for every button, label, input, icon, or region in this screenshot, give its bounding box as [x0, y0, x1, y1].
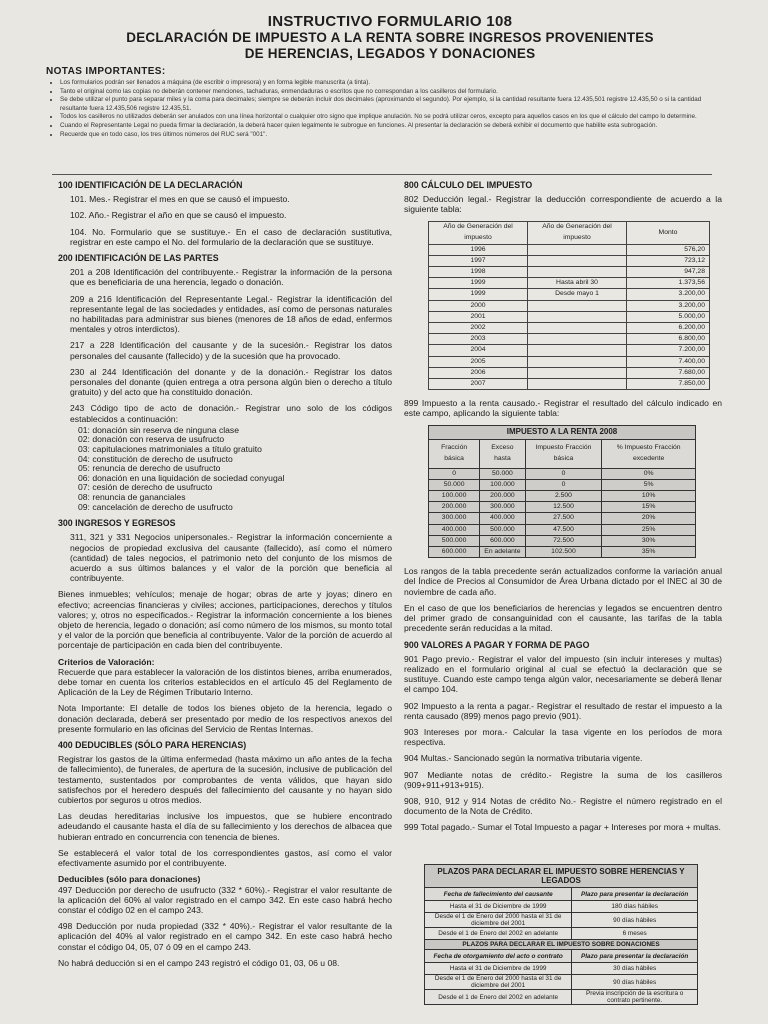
table-row — [425, 975, 698, 990]
column-header: Año de Generación del impuesto — [429, 221, 528, 244]
donation-codes-list — [78, 426, 392, 512]
table-cell: 3.200,00 — [627, 289, 710, 300]
field-201: 201 a 208 Identificación del contribuyente.- Registrar la información de la persona que es beneficiaria de una herencia, legado o donación. — [70, 267, 392, 288]
table-cell: 1999 — [429, 289, 528, 300]
table-cell: 20% — [602, 513, 696, 524]
title-line-1: INSTRUCTIVO FORMULARIO 108 — [267, 13, 513, 30]
divider — [52, 174, 712, 175]
deadlines-caption: PLAZOS PARA DECLARAR EL IMPUESTO SOBRE HERENCIAS Y LEGADOS — [425, 865, 698, 888]
table-cell: 2007 — [429, 379, 528, 390]
table-row — [425, 963, 698, 975]
table-row — [429, 255, 710, 266]
field-209: 209 a 216 Identificación del Representante Legal.- Registrar la identificación del representante legal de las sociedades y entidades, así como de personas naturales no habilitadas para administrar sus bienes (menores de 18 años de edad, enfermos mentales y otros interdictos). — [70, 293, 392, 335]
deductibles-paragraph-2: Las deudas hereditarias inclusive los impuestos, que se hubiere encontrado adeudando el causante hasta el día de su fallecimiento y los derechos de albacea que hubieran entrado en concurrencia con tenencia de bienes. — [58, 811, 392, 842]
table-cell — [528, 300, 627, 311]
field-243: 243 Código tipo de acto de donación.- Registrar uno solo de los códigos establecidos a continuación: — [70, 403, 392, 424]
table-cell — [528, 367, 627, 378]
code-item: 01: donación sin reserva de ninguna clase — [78, 424, 240, 435]
table-row — [429, 367, 710, 378]
field-311: 311, 321 y 331 Negocios unipersonales.- Registrar la información concerniente a negocios de propiedad exclusiva del causante (fallecido), así como el número (cantidad) de tales negocios, el patrimonio neto del conjunto de los mismos de acuerdo a sus últimos balances y el valor de la porción que beneficia al contribuyente. — [70, 532, 392, 584]
section-800-heading: 800 CÁLCULO DEL IMPUESTO — [404, 180, 533, 190]
note-item: • Recuerde que en todo caso, los tres últimos números del RUC será "001". — [60, 131, 706, 140]
table-cell: 50.000 — [480, 468, 525, 479]
field-904: 904 Multas.- Sancionado según la normativa tributaria vigente. — [404, 753, 643, 764]
code-item: 06: donación en una liquidación de sociedad conyugal — [78, 472, 285, 483]
table-cell: 0 — [525, 479, 602, 490]
income-tax-table — [428, 425, 696, 559]
field-104: 104. No. Formulario que se sustituye.- En el caso de declaración sustitutiva, registrar en este campo el No. del formulario de la declaración que se sustituye. — [70, 226, 392, 247]
table-row — [429, 491, 696, 502]
table-cell: 2003 — [429, 334, 528, 345]
field-498: 498 Deducción por nuda propiedad (332 * 40%).- Registrar el valor resultante de la aplicación del 40% al valor registrado en el campo 342. En este caso habrá hecho constar el código 04, 05, 07 ó 09 en el campo 243. — [58, 921, 392, 952]
table-cell: 100.000 — [429, 491, 480, 502]
column-header: Fecha de fallecimiento del causante — [425, 888, 572, 901]
beneficiaries-paragraph: En el caso de que los beneficiarios de herencias y legados se encuentren dentro del primer grado de consanguinidad con el causante, las tarifas de la tabla precedente serán reducidas a la mitad. — [404, 602, 722, 634]
field-903: 903 Intereses por mora.- Calcular la tasa vigente en los períodos de mora respectiva. — [404, 726, 722, 748]
note-item: • Se debe utilizar el punto para separar miles y la coma para decimales; siempre se deberán incluir dos decimales (aproximando el segundo). Por ejemplo, si la cantidad resultante fuera 12.435,501 registre 12.435,50 o si la cantidad resultante fuera 12.435,506 registre 12.435,51. — [60, 96, 706, 113]
table-cell: 25% — [602, 524, 696, 535]
table-cell: 12.500 — [525, 502, 602, 513]
legal-deduction-table — [428, 221, 710, 391]
table-cell: 7.680,00 — [627, 367, 710, 378]
table-cell: Hasta el 31 de Diciembre de 1999 — [425, 963, 572, 975]
table-cell: 5.000,00 — [627, 311, 710, 322]
table-cell: 1.373,56 — [627, 278, 710, 289]
field-230: 230 al 244 Identificación del donante y de la donación.- Registrar los datos personales del donante (quien entrega a otra persona algún bien o derecho a título gratuito) y del acto que ha constituido donación. — [70, 366, 392, 398]
note-item: • Los formularios podrán ser llenados a máquina (de escribir o impresora) y en forma legible manuscrita (a tinta). — [60, 79, 706, 88]
final-note: No habrá deducción si en el campo 243 registró el código 01, 03, 06 u 08. — [58, 957, 340, 968]
table-cell: Previa inscripción de la escritura o contrato pertinente. — [572, 990, 698, 1005]
table-cell: 90 días hábiles — [572, 975, 698, 990]
table-cell: 50.000 — [429, 479, 480, 490]
left-column — [58, 180, 392, 974]
table-cell: Desde el 1 de Enero del 2000 hasta el 31 de diciembre del 2001 — [425, 975, 572, 990]
table-cell: 7.400,00 — [627, 356, 710, 367]
table-cell — [528, 345, 627, 356]
field-902: 902 Impuesto a la renta a pagar.- Registrar el resultado de restar el impuesto a la renta causado (899) menos pago previo (901). — [404, 700, 722, 721]
table-cell: 47.500 — [525, 524, 602, 535]
title-line-2: DECLARACIÓN DE IMPUESTO A LA RENTA SOBRE INGRESOS PROVENIENTES — [126, 30, 654, 45]
section-200-heading: 200 IDENTIFICACIÓN DE LAS PARTES — [58, 253, 219, 264]
field-899: 899 Impuesto a la renta causado.- Registrar el resultado del cálculo indicado en este campo, aplicando la siguiente tabla: — [404, 398, 722, 419]
table-cell: 27.500 — [525, 513, 602, 524]
title-line-3: DE HERENCIAS, LEGADOS Y DONACIONES — [244, 46, 536, 61]
table-cell — [528, 323, 627, 334]
table-row — [429, 289, 710, 300]
code-item: 07: cesión de derecho de usufructo — [78, 482, 213, 493]
table-cell: 10% — [602, 491, 696, 502]
table-cell: Hasta el 31 de Diciembre de 1999 — [425, 901, 572, 913]
table-cell — [528, 255, 627, 266]
table-cell: 7.200,00 — [627, 345, 710, 356]
table-cell: 5% — [602, 479, 696, 490]
table-cell: 400.000 — [480, 513, 525, 524]
table-row — [429, 267, 710, 278]
table-cell: Desde el 1 de Enero del 2000 hasta el 31 de diciembre del 2001 — [425, 913, 572, 928]
note-item: • Tanto el original como las copias no deberán contener menciones, tachaduras, enmendaduras o escritos que no correspondan a los casilleros del formulario. — [60, 88, 706, 97]
code-item: 05: renuncia de derecho de usufructo — [78, 463, 221, 474]
note-item: • Todos los casilleros no utilizados deberán ser anulados con una línea horizontal o cualquier otro signo que implique anulación. No se podrá utilizar ceros, excepto para aquellos casos en los que el cálculo del campo lo determine. — [60, 113, 706, 122]
column-header: Plazo para presentar la declaración — [572, 888, 698, 901]
table-cell: 2000 — [429, 300, 528, 311]
important-notes — [46, 66, 706, 139]
donations-deadlines-heading: PLAZOS PARA DECLARAR EL IMPUESTO SOBRE DONACIONES — [425, 940, 698, 950]
table-cell: 30% — [602, 535, 696, 546]
table-cell: 500.000 — [429, 535, 480, 546]
field-802: 802 Deducción legal.- Registrar la deducción correspondiente de acuerdo a la siguiente tabla: — [404, 194, 722, 215]
table-row — [429, 334, 710, 345]
table-cell — [528, 356, 627, 367]
field-907: 907 Mediante notas de crédito.- Registre la suma de los casilleros (909+911+913+915). — [404, 769, 722, 790]
code-item: 09: cancelación de derecho de usufructo — [78, 501, 233, 512]
table-cell: 100.000 — [480, 479, 525, 490]
table-cell: 35% — [602, 547, 696, 558]
table-cell: 2.500 — [525, 491, 602, 502]
table-row — [429, 535, 696, 546]
table-row — [429, 356, 710, 367]
table-row — [425, 928, 698, 940]
table-cell: Desde el 1 de Enero del 2002 en adelante — [425, 928, 572, 940]
table-cell: 72.500 — [525, 535, 602, 546]
table-cell: En adelante — [480, 547, 525, 558]
table-cell: 600.000 — [480, 535, 525, 546]
table-cell — [528, 267, 627, 278]
table-row — [429, 547, 696, 558]
field-999: 999 Total pagado.- Sumar el Total Impuesto a pagar + Intereses por mora + multas. — [404, 822, 721, 833]
code-item: 02: donación con reserva de usufructo — [78, 434, 225, 445]
table-cell: 180 días hábiles — [572, 901, 698, 913]
valuation-heading: Criterios de Valoración: — [58, 656, 155, 667]
table-cell: Hasta abril 30 — [528, 278, 627, 289]
table-cell: 102.500 — [525, 547, 602, 558]
table-cell: 947,28 — [627, 267, 710, 278]
table-row — [429, 513, 696, 524]
table-row — [429, 502, 696, 513]
valuation-paragraph: Recuerde que para establecer la valoración de los distintos bienes, arriba enumerados, debe tomar en cuenta los criterios establecidos en el artículo 45 del Reglamento de Aplicación de la Ley de Régimen Tributario Interno. — [58, 666, 392, 698]
table-row — [429, 468, 696, 479]
field-217: 217 a 228 Identificación del causante y de la sucesión.- Registrar los datos personales del causante (fallecido) y de la sucesión que ha provocado. — [70, 340, 392, 361]
notes-list — [46, 79, 706, 139]
table-cell: 15% — [602, 502, 696, 513]
table-cell: 6.800,00 — [627, 334, 710, 345]
table-row — [429, 379, 710, 390]
important-note-paragraph: Nota Importante: El detalle de todos los bienes objeto de la herencia, legado o donación declarada, deberá ser presentado por medio de los respectivos anexos del presente formulario en las oficinas del Servicio de Rentas Internas. — [58, 703, 392, 734]
table-cell: 0% — [602, 468, 696, 479]
table-row — [425, 913, 698, 928]
note-item: • Cuando el Representante Legal no pueda firmar la declaración, la deberá hacer quien legalmente le subrogue en funciones. Al presentar la declaración se deberá exhibir el documento que habilite esta subrogación. — [60, 122, 706, 131]
table-row — [429, 479, 696, 490]
field-102: 102. Año.- Registrar el año en que se causó el impuesto. — [70, 210, 287, 221]
table-cell: 600.000 — [429, 547, 480, 558]
right-column — [404, 180, 722, 839]
notes-heading: NOTAS IMPORTANTES: — [46, 66, 166, 77]
field-908: 908, 910, 912 y 914 Notas de crédito No.- Registre el número registrado en el documento de la Nota de Crédito. — [404, 795, 722, 817]
document-title — [60, 14, 720, 62]
table-row — [429, 300, 710, 311]
table-cell: 1996 — [429, 244, 528, 255]
table-cell: 0 — [429, 468, 480, 479]
table-cell: 7.850,00 — [627, 379, 710, 390]
table-cell: 576,20 — [627, 244, 710, 255]
table-cell: 400.000 — [429, 524, 480, 535]
table-cell: 2004 — [429, 345, 528, 356]
section-300-heading: 300 INGRESOS Y EGRESOS — [58, 518, 176, 529]
column-header: Monto — [627, 221, 710, 244]
table-cell: 90 días hábiles — [572, 913, 698, 928]
assets-paragraph: Bienes inmuebles; vehículos; menaje de hogar; obras de arte y joyas; dinero en efectivo; acreencias financieras y civiles; acciones, participaciones, derechos y títulos valores; y, otros no especificados.- Registrar la información concerniente a los bienes objeto de herencia, legado o donación; así como número de los mismos, su monto total y el valor de la porción que beneficia al contribuyente. Valor de la porción de acuerdo al porcentaje de participación en cada bien del contribuyente. — [58, 589, 392, 651]
table-row — [425, 901, 698, 913]
table-cell: 2001 — [429, 311, 528, 322]
table-row — [429, 311, 710, 322]
deductibles-paragraph-3: Se establecerá el valor total de los correspondientes gastos, así como el valor efectivamente asumido por el contribuyente. — [58, 847, 392, 869]
table-cell: 2002 — [429, 323, 528, 334]
table-cell: 1997 — [429, 255, 528, 266]
field-101: 101. Mes.- Registrar el mes en que se causó el impuesto. — [70, 194, 290, 205]
field-497: 497 Deducción por derecho de usufructo (332 * 60%).- Registrar el valor resultante de la aplicación del 60% al valor registrado en el campo 342. En este caso habrá hecho constar el código 02 en el campo 243. — [58, 884, 392, 915]
donation-deductibles-heading: Deducibles (sólo para donaciones) — [58, 874, 201, 885]
table-row — [429, 244, 710, 255]
table-cell — [528, 334, 627, 345]
column-header: Fecha de otorgamiento del acto o contrato — [425, 950, 572, 963]
section-400-heading: 400 DEDUCIBLES (SÓLO PARA HERENCIAS) — [58, 740, 247, 751]
section-900-heading: 900 VALORES A PAGAR Y FORMA DE PAGO — [404, 639, 590, 650]
table-cell: 500.000 — [480, 524, 525, 535]
field-901: 901 Pago previo.- Registrar el valor del impuesto (sin incluir intereses y multas) realizado en el formulario original al cual se efectuó la declaración que se sustituye. Cuando este campo tenga algún valor, necesariamente se deberá llenar el campo 104. — [404, 653, 722, 695]
section-100-heading: 100 IDENTIFICACIÓN DE LA DECLARACIÓN — [58, 180, 243, 190]
table-row — [425, 990, 698, 1005]
table-cell: 6.200,00 — [627, 323, 710, 334]
code-item: 04: constitución de derecho de usufructo — [78, 453, 233, 464]
table-cell: 723,12 — [627, 255, 710, 266]
table-cell: 30 días hábiles — [572, 963, 698, 975]
ranges-paragraph: Los rangos de la tabla precedente serán actualizados conforme la variación anual del Índice de Precios al Consumidor de Área Urbana dictado por el INEC al 30 de noviembre de cada año. — [404, 566, 722, 597]
table-cell: 2005 — [429, 356, 528, 367]
table-cell — [528, 379, 627, 390]
deadlines-table — [424, 864, 698, 1005]
table-cell: 200.000 — [480, 491, 525, 502]
table-cell: 3.200,00 — [627, 300, 710, 311]
column-header: Exceso hasta — [480, 439, 525, 468]
code-item: 08: renuncia de gananciales — [78, 492, 186, 503]
table-cell: 300.000 — [429, 513, 480, 524]
table-row — [429, 323, 710, 334]
column-header: Plazo para presentar la declaración — [572, 950, 698, 963]
tax-table-caption: IMPUESTO A LA RENTA 2008 — [429, 425, 696, 439]
table-cell: 1998 — [429, 267, 528, 278]
column-header: Fracción básica — [429, 439, 480, 468]
table-row — [429, 278, 710, 289]
code-item: 03: capitulaciones matrimoniales a título gratuito — [78, 444, 262, 455]
table-cell: 2006 — [429, 367, 528, 378]
column-header: % Impuesto Fracción excedente — [602, 439, 696, 468]
table-cell: 200.000 — [429, 502, 480, 513]
table-cell — [528, 244, 627, 255]
table-cell: 6 meses — [572, 928, 698, 940]
table-row — [429, 345, 710, 356]
table-cell: 1999 — [429, 278, 528, 289]
table-cell: 300.000 — [480, 502, 525, 513]
table-cell: Desde mayo 1 — [528, 289, 627, 300]
table-cell: 0 — [525, 468, 602, 479]
deductibles-paragraph-1: Registrar los gastos de la última enfermedad (hasta máximo un año antes de la fecha de fallecimiento), de funerales, de apertura de la sucesión, inclusive de publicación del testamento, sustentados por comprobantes de venta válidos, que hayan sido satisfechos por el heredero después del fallecimiento del causante y no hayan sido cubiertos por seguros u otros medios. — [58, 754, 392, 806]
column-header: Año de Generación del impuesto — [528, 221, 627, 244]
table-cell: Desde el 1 de Enero del 2002 en adelante — [425, 990, 572, 1005]
table-row — [429, 524, 696, 535]
column-header: Impuesto Fracción básica — [525, 439, 602, 468]
table-cell — [528, 311, 627, 322]
